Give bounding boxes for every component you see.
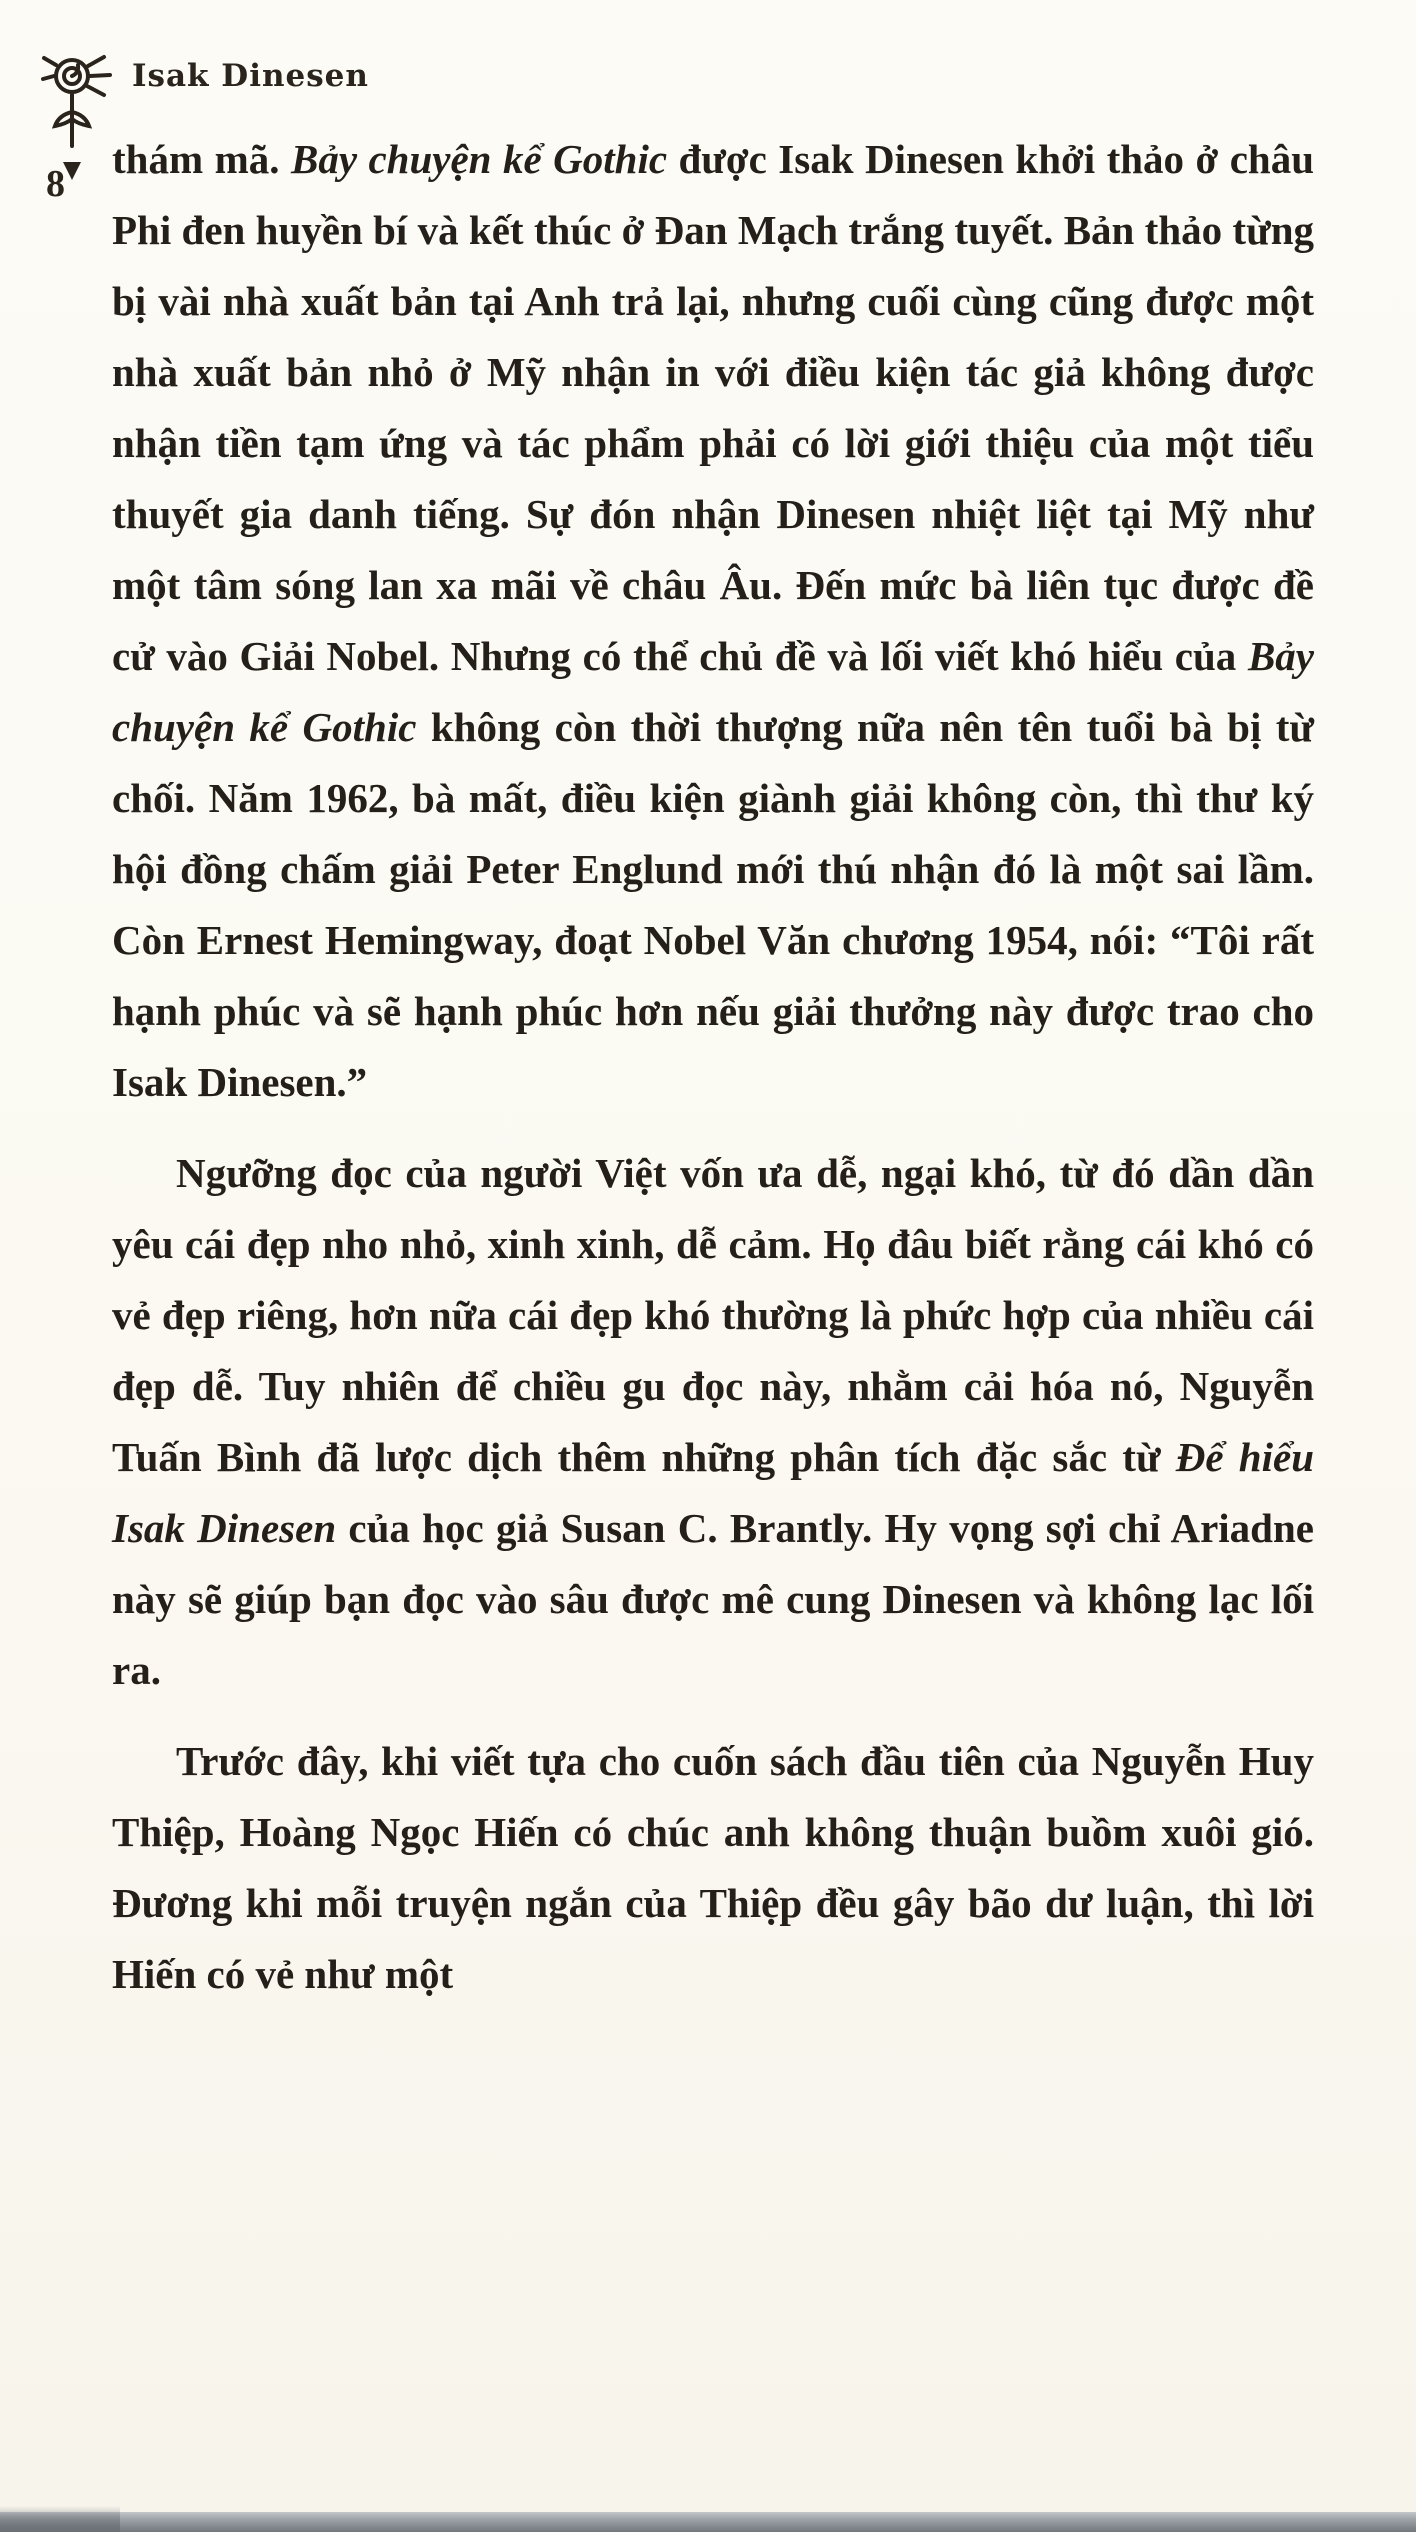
text-run: thám mã. xyxy=(112,136,291,182)
running-header: Isak Dinesen xyxy=(132,58,369,94)
text-run: Trước đây, khi viết tựa cho cuốn sách đầu tiên của Nguyễn Huy Thiệp, Hoàng Ngọc Hiến có chúc anh không thuận buồm xuôi gió. Đương khi mỗi truyện ngắn của Thiệp đều gây bão dư luận, thì lời Hiến có vẻ như một xyxy=(112,1738,1314,1997)
text-run: của học giả Susan C. Brantly. Hy vọng sợi chỉ Ariadne này sẽ giúp bạn đọc vào sâu được mê cung Dinesen và không lạc lối ra. xyxy=(112,1505,1314,1693)
italic-text-run: Để hiểu Isak Dinesen xyxy=(112,1434,1315,1551)
scan-edge-corner xyxy=(0,2506,120,2532)
text-run: không còn thời thượng nữa nên tên tuổi bà bị từ chối. Năm 1962, bà mất, điều kiện giành giải không còn, thì thư ký hội đồng chấm giải Peter Englund mới thú nhận đó là một sai lầm. Còn Ernest Hemingway, đoạt Nobel Văn chương 1954, nói: “Tôi rất hạnh phúc và sẽ hạnh phúc hơn nếu giải thưởng này được trao cho Isak Dinesen.” xyxy=(112,704,1315,1105)
scan-edge xyxy=(0,2512,1416,2532)
paragraph xyxy=(112,1138,1314,1706)
paragraph xyxy=(112,1726,1314,2010)
body-text xyxy=(112,124,1314,2010)
italic-text-run: Bảy chuyện kể Gothic xyxy=(112,633,1314,750)
italic-text-run: Bảy chuyện kể Gothic xyxy=(290,136,668,182)
paragraph xyxy=(112,124,1314,1118)
text-run: Ngưỡng đọc của người Việt vốn ưa dễ, ngại khó, từ đó dần dần yêu cái đẹp nho nhỏ, xinh xinh, dễ cảm. Họ đâu biết rằng cái khó có vẻ đẹp riêng, hơn nữa cái đẹp khó thường là phức hợp của nhiều cái đẹp dễ. Tuy nhiên để chiều gu đọc này, nhằm cải hóa nó, Nguyễn Tuấn Bình đã lược dịch thêm những phân tích đặc sắc từ xyxy=(112,1150,1314,1480)
page-number: 8 xyxy=(46,163,65,205)
text-run: được Isak Dinesen khởi thảo ở châu Phi đen huyền bí và kết thúc ở Đan Mạch trắng tuyết. Bản thảo từng bị vài nhà xuất bản tại Anh trả lại, nhưng cuối cùng cũng được một nhà xuất bản nhỏ ở Mỹ nhận in với điều kiện tác giả không được nhận tiền tạm ứng và tác phẩm phải có lời giới thiệu của một tiểu thuyết gia danh tiếng. Sự đón nhận Dinesen nhiệt liệt tại Mỹ như một tâm sóng lan xa mãi về châu Âu. Đến mức bà liên tục được đề cử vào Giải Nobel. Nhưng có thể chủ đề và lối viết khó hiểu của xyxy=(112,136,1314,679)
